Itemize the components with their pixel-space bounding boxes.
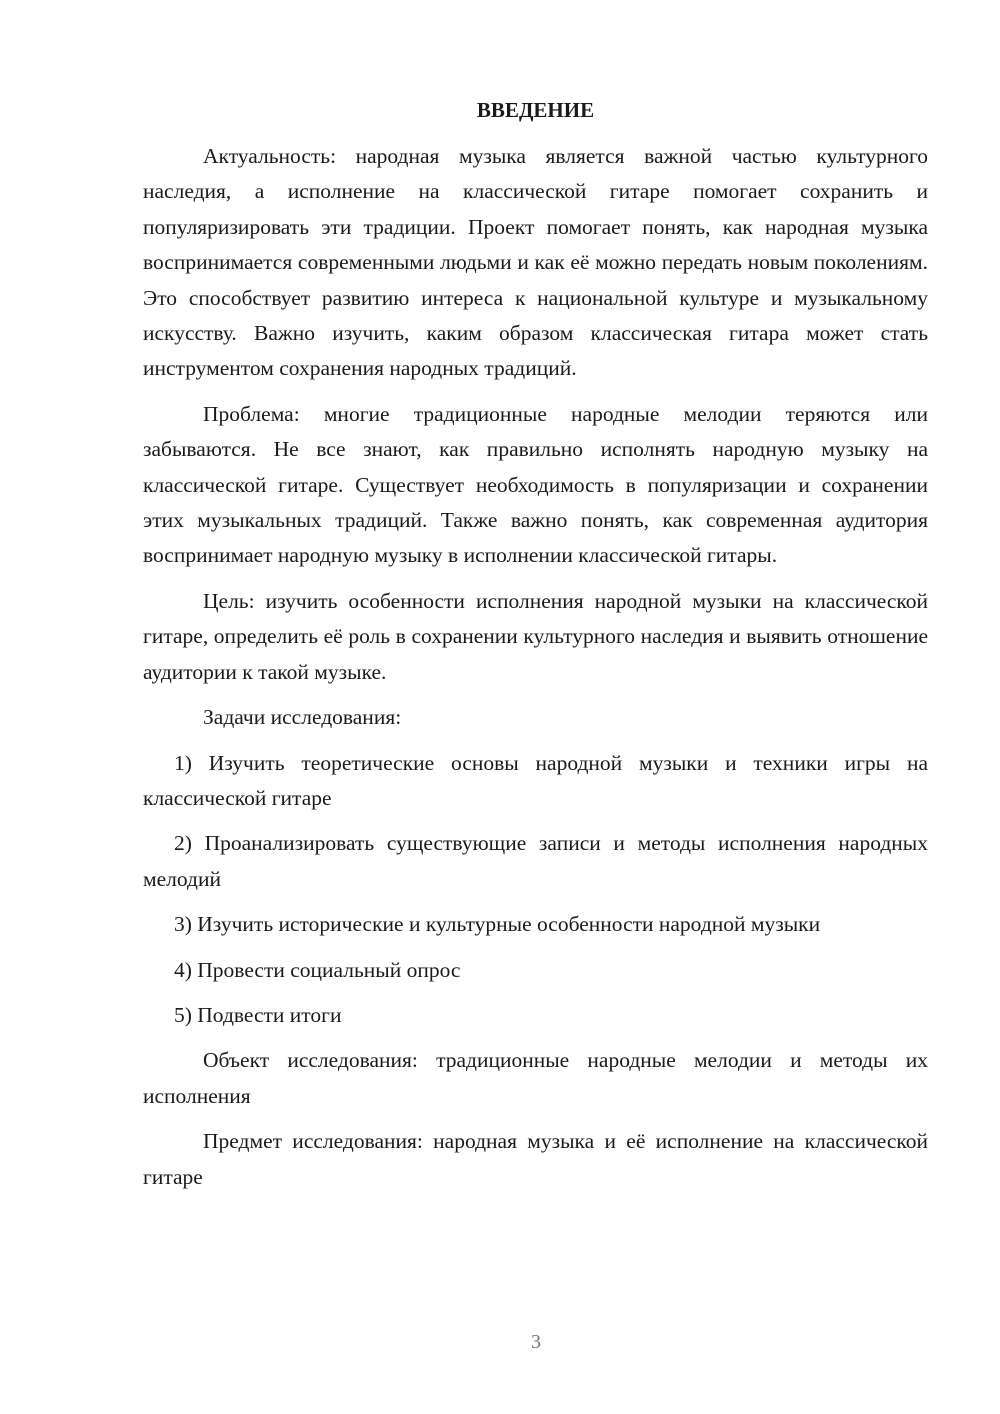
task-item-5: 5) Подвести итоги bbox=[174, 1002, 342, 1027]
page-number: 3 bbox=[531, 1331, 541, 1353]
task-item-2: 2) Проанализировать существующие записи и методы исполнения народных мелодий bbox=[143, 831, 928, 891]
research-subject-paragraph: Предмет исследования: народная музыка и её исполнение на классической гитаре bbox=[143, 1129, 928, 1189]
relevance-paragraph: Актуальность: народная музыка является важной частью культурного наследия, а исполнение на классической гитаре помогает сохранить и популяризировать эти традиции. Проект помогает понять, как народная музыка воспринимается современными людьми и как её можно передать новым поколениям. Это способствует развитию интереса к национальной культуре и музыкальному искусству. Важно изучить, каким образом классическая гитара может стать инструментом сохранения народных традиций. bbox=[143, 144, 928, 381]
task-item-3: 3) Изучить исторические и культурные особенности народной музыки bbox=[174, 912, 821, 937]
section-title: ВВЕДЕНИЕ bbox=[476, 98, 595, 122]
tasks-heading: Задачи исследования: bbox=[203, 705, 402, 730]
page-content bbox=[143, 94, 928, 1205]
problem-paragraph: Проблема: многие традиционные народные мелодии теряются или забываются. Не все знают, как правильно исполнять народную музыку на классической гитаре. Существует необходимость в популяризации и сохранении этих музыкальных традиций. Также важно понять, как современная аудитория воспринимает народную музыку в исполнении классической гитары. bbox=[143, 401, 928, 568]
goal-paragraph: Цель: изучить особенности исполнения народной музыки на классической гитаре, определить её роль в сохранении культурного наследия и выявить отношение аудитории к такой музыке. bbox=[143, 588, 928, 684]
task-item-1: 1) Изучить теоретические основы народной музыки и техники игры на классической гитаре bbox=[143, 750, 928, 810]
task-item-4: 4) Провести социальный опрос bbox=[174, 957, 461, 982]
research-object-paragraph: Объект исследования: традиционные народные мелодии и методы их исполнения bbox=[143, 1048, 928, 1108]
